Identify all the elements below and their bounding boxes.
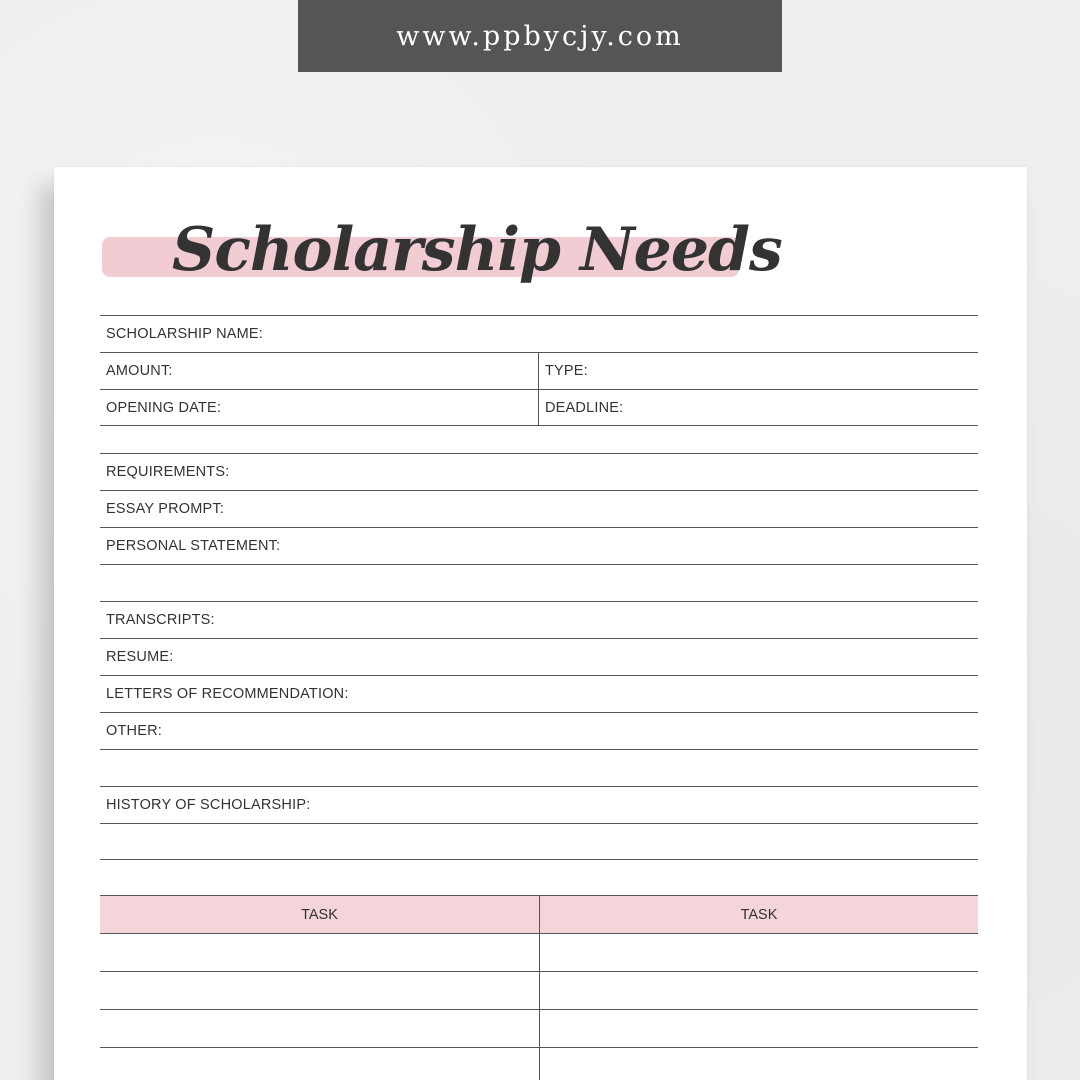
transcripts-field[interactable] (100, 602, 978, 638)
requirements-label: REQUIREMENTS: (106, 464, 230, 480)
transcripts-row[interactable] (100, 601, 978, 638)
task-row (100, 1010, 978, 1048)
deadline-field[interactable] (539, 390, 978, 425)
opening-date-label: OPENING DATE: (106, 399, 222, 416)
transcripts-label: TRANSCRIPTS: (106, 612, 215, 628)
essay-prompt-row[interactable] (100, 490, 978, 527)
history-of-scholarship-label: HISTORY OF SCHOLARSHIP: (106, 797, 311, 813)
blank-line-row[interactable] (100, 564, 978, 601)
essay-prompt-label: ESSAY PROMPT: (106, 501, 225, 517)
task-row (100, 934, 978, 972)
amount-field[interactable] (100, 353, 539, 389)
requirements-row[interactable] (100, 453, 978, 490)
personal-statement-field[interactable] (100, 528, 978, 564)
amount-type-row (100, 352, 978, 389)
scholarship-name-label: SCHOLARSHIP NAME: (106, 326, 264, 342)
page-title: Scholarship Needs (172, 215, 782, 285)
other-row[interactable] (100, 712, 978, 749)
task-cell-left[interactable] (100, 972, 540, 1009)
task-cell-right[interactable] (540, 934, 978, 971)
other-field[interactable] (100, 713, 978, 749)
planner-sheet (54, 167, 1027, 1080)
scholarship-name-field[interactable] (100, 316, 978, 352)
task-cell-left[interactable] (100, 1048, 540, 1080)
task-header-left: TASK (100, 896, 540, 933)
blank-line-row[interactable] (100, 749, 978, 786)
blank-line-field[interactable] (100, 750, 978, 786)
letters-of-recommendation-field[interactable] (100, 676, 978, 712)
website-url: www.ppbycjy.com (396, 20, 684, 52)
blank-line-field[interactable] (100, 824, 978, 859)
type-label: TYPE: (545, 363, 588, 379)
task-row (100, 1048, 978, 1080)
letters-row[interactable] (100, 675, 978, 712)
opening-date-field[interactable] (100, 390, 539, 425)
resume-field[interactable] (100, 639, 978, 675)
blank-line-row[interactable] (100, 823, 978, 860)
section-spacer (100, 426, 978, 453)
letters-of-recommendation-label: LETTERS OF RECOMMENDATION: (106, 686, 349, 702)
task-cell-right[interactable] (540, 1048, 978, 1080)
task-cell-right[interactable] (540, 1010, 978, 1047)
requirements-field[interactable] (100, 454, 978, 490)
personal-statement-label: PERSONAL STATEMENT: (106, 538, 281, 554)
deadline-label: DEADLINE: (545, 399, 624, 416)
dates-row (100, 389, 978, 426)
task-header-right: TASK (740, 906, 778, 923)
scholarship-name-row[interactable] (100, 315, 978, 352)
scholarship-form (100, 315, 978, 860)
task-row (100, 972, 978, 1010)
other-label: OTHER: (106, 723, 162, 739)
essay-prompt-field[interactable] (100, 491, 978, 527)
task-cell-left[interactable] (100, 1010, 540, 1047)
amount-label: AMOUNT: (106, 363, 173, 379)
task-table-header (100, 895, 978, 934)
resume-label: RESUME: (106, 649, 174, 665)
history-of-scholarship-field[interactable] (100, 787, 978, 823)
website-banner (298, 0, 782, 72)
task-cell-right[interactable] (540, 972, 978, 1009)
task-table (100, 895, 978, 1080)
blank-line-field[interactable] (100, 565, 978, 601)
personal-statement-row[interactable] (100, 527, 978, 564)
task-cell-left[interactable] (100, 934, 540, 971)
resume-row[interactable] (100, 638, 978, 675)
history-row[interactable] (100, 786, 978, 823)
type-field[interactable] (539, 353, 978, 389)
